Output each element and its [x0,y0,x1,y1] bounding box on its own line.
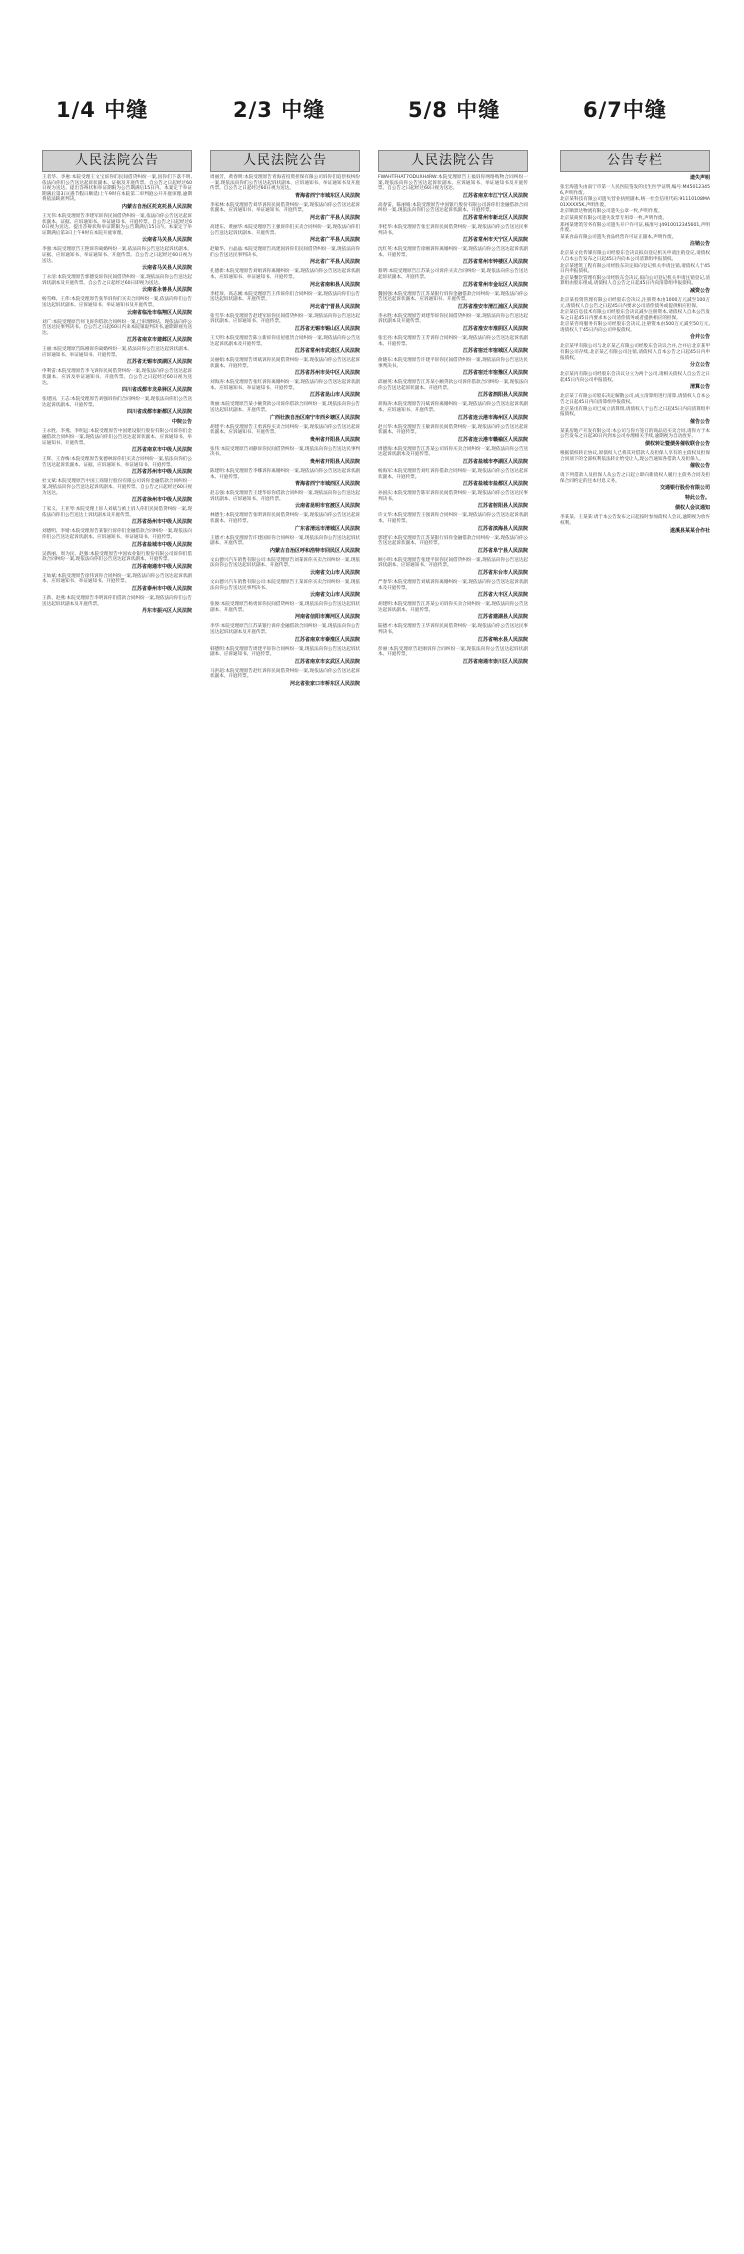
notice-signature: 江苏省建湖县人民法院 [477,614,528,621]
notice-signature: 江苏省南京市秦淮区人民法院 [294,636,360,643]
notice-signature: 江苏省昆山市人民法院 [309,392,360,399]
notice-text: 张宏亮:本院受理原告王芳诉你合同纠纷一案,现依法向你公告送达起诉状副本、开庭传票。 [378,335,528,347]
notice-signature: 江苏省宿迁市宿豫区人民法院 [462,370,528,377]
notice-text: 李某某、王某某:请于本公告发布之日起按时参加债权人会议,逾期视为放弃权利。 [560,515,710,526]
notice-text: 许文华:本院受理原告王强诉你合同纠纷一案,现依法向你公告送达起诉状副本、开庭传票。 [378,513,528,524]
notice-text: 李桂华:本院受理原告张宏诉你民间借贷纠纷一案,现依法向你公告送达民事判决书。 [378,224,528,236]
notice-signature: 江苏省泗阳县人民法院 [477,392,528,399]
notice-signature: 催收公告 [689,463,710,470]
notice-text: 杨海军:本院受理原告刘红诉你借款合同纠纷一案,现依法向你公告送达起诉状副本、开庭传票。 [378,469,528,480]
notice-text: 魏国强:本院受理原告江苏某银行诉你金融借款合同纠纷一案,现依法向你公告送达起诉状副本、应诉通知书、开庭传票。 [378,291,528,303]
notice-signature: 广东省清远市清城区人民法院 [294,525,360,532]
fold-label-6-7: 6/7中缝 [583,98,667,122]
notice-signature: 河北省广平县人民法院 [309,237,360,244]
notice-signature: 江苏省盐城市盐都区人民法院 [462,481,528,488]
notice-signature: 江苏省东台市人民法院 [477,569,528,576]
notice-text: 胡建明:本院受理原告江苏某公司诉你买卖合同纠纷一案,现依法向你公告送达起诉状副本、开庭传票。 [378,602,528,613]
notice-signature: 江苏省常州市钟楼区人民法院 [462,259,528,266]
notice-text: 赵志强:本院受理原告王建华诉你借款合同纠纷一案,现依法向你公告送达起诉状副本、应诉通知书、开庭传票。 [210,491,360,502]
notice-signature: 江苏省滨海县人民法院 [477,525,528,532]
notice-text: 北京某戊有限公司已成立清算组,请债权人于公告之日起45日内向清算组申报债权。 [560,406,710,418]
column-4 [560,150,710,2235]
notice-text: 王丽:本院受理原告陈刚诉你离婚纠纷一案,依法向你公告送达起诉状副本、应诉通知书、举证通知书、开庭传票。 [42,347,192,358]
notice-signature: 云南省马关县人民法院 [141,237,192,244]
notice-text: 严春华:本院受理原告刘斌诉你离婚纠纷一案,现依法向你公告送达起诉状副本及开庭传票。 [378,579,528,591]
notice-signature: 清算公告 [689,384,710,391]
notice-signature: 江苏省无锡市滨湖区人民法院 [126,359,192,366]
notice-text: 根据债权转让协议,原债权人已将其对借款人及担保人享有的主债权及担保合同项下的全部权利依法转让给受让人,现公告通知各借款人及担保人。 [560,451,710,462]
notice-signature: 青海省西宁市城东区人民法院 [294,192,360,199]
notice-text: 刘广:本院受理原告何飞诉你借款合同纠纷一案,已审理终结。现依法向你公告送达民事判决书。自公告之日起60日内来本院领取判决书,逾期即视为送达。 [42,319,192,336]
notice-text: 郭建军:本院受理原告江苏某银行诉你金融借款合同纠纷一案,现依法向你公告送达起诉状副本、开庭传票。 [378,535,528,547]
notice-text: 王灿斌:本院受理原告徐伟诉你合同纠纷一案,现依法向你公告送达起诉状副本、应诉通知书、举证通知书、开庭传票。 [42,573,192,585]
notice-signature: 河北省广平县人民法院 [309,259,360,266]
notice-text: 王光伟:本院受理原告李建军诉你民间借贷纠纷一案,依法向你公告送达起诉状副本、证据、应诉通知书、举证通知书、开庭传票。自公告之日起经过60日视为送达。提出答辩状和举证期限为公告期满后15日内。本案定于举证期满后第3日上午9时在本院开庭审理。 [42,213,192,236]
notice-text: 李桂珍、高志刚:本院受理原告王伟诉你们合同纠纷一案,现依法向你们公告送达起诉状副本、开庭传票。 [210,291,360,303]
notice-text: 沈红英:本院受理原告徐刚诉你离婚纠纷一案,现依法向你公告送达起诉状副本、开庭传票。 [378,247,528,258]
notice-signature: 江苏省常州市武进区人民法院 [294,348,360,355]
column-3 [378,150,528,2235]
notice-text: 某某房地产开发有限公司:本公司与你方签订的商品房买卖合同,请你方于本公告发布之日起30日内到本公司办理相关手续,逾期视为自动放弃。 [560,428,710,440]
notice-text: 俞晓东:本院受理原告许建平诉你民间借贷纠纷一案,现依法向你公告送达民事判决书。 [378,358,528,369]
notice-signature: 江苏省南京市中级人民法院 [131,447,192,454]
notice-signature: 减资公告 [689,287,710,294]
notice-text: 北京顺景达物流有限公司遗失公章一枚,声明作废。 [560,209,663,215]
notice-signature: 广西壮族自治区南宁市西乡塘区人民法院 [269,414,360,421]
column-2-body [210,172,360,688]
notice-signature: 分立公告 [689,362,710,369]
notice-text: 吴丽娟:本院受理原告周斌诉你民间借贷纠纷一案,现依法向你公告送达起诉状副本、开庭传票。 [210,358,360,369]
notice-signature: 河北省南和县人民法院 [309,281,360,288]
notice-signature: 催告公告 [689,418,710,425]
notice-text: 邱丽英:本院受理原告江苏某小额贷款公司诉你借款合同纠纷一案,现依法向你公告送达起诉状副本、开庭传票。 [378,380,528,391]
notice-signature: 河南省信阳市浉河区人民法院 [294,614,360,621]
notice-signature: 江苏省南通市中级人民法院 [131,563,192,570]
notice-text: 马洪超:本院受理原告赵红诉你民间借贷纠纷一案,现依法向你公告送达起诉状副本、开庭传票。 [210,668,360,680]
notice-text: 张雪华:本院受理原告赵建军诉你民间借贷纠纷一案,现依法向你公告送达起诉状副本、应诉通知书、开庭传票。 [210,313,360,325]
notice-signature: 江苏省大丰区人民法院 [477,592,528,599]
notice-signature: 江苏省淮安市淮阴区人民法院 [462,325,528,332]
notice-signature: 江苏省阜宁县人民法院 [477,547,528,554]
notice-signature: 交通银行股份有限公司 [659,485,710,492]
notice-signature: 江苏省泰州市中级人民法院 [131,585,192,592]
notice-signature: 云南省昆明市官渡区人民法院 [294,503,360,510]
notice-signature: 云南省永善县人民法院 [141,287,192,294]
notice-text: 李华:本院受理原告江苏某银行诉你金融借款合同纠纷一案,现依法向你公告送达起诉状副本及开庭传票。 [210,624,360,635]
notice-signature: 四川省成都市龙泉驿区人民法院 [121,387,192,394]
notice-text: 顾小明:本院受理原告张建平诉你民间借贷纠纷一案,现依法向你公告送达起诉状副本、应诉通知书、开庭传票。 [378,557,528,569]
notice-text: 李家林:本院受理原告刘华诉你民间借贷纠纷一案,现依法向你公告送达起诉状副本、应诉通知书、举证通知书、开庭传票。 [210,202,360,214]
notice-signature: 江苏省扬州市中级人民法院 [131,519,192,526]
notice-signature: 江苏省常州市新北区人民法院 [462,214,528,221]
notice-text: 张伟:本院受理原告刘静诉你民间借贷纠纷一案,现依法向你公告送达民事判决书。 [210,446,360,458]
notice-text: 韩德明:本院受理原告周建平诉你合同纠纷一案,现依法向你公告送达起诉状副本、应诉通知书、开庭传票。 [210,646,360,658]
column-4-header: 公告专栏 [560,150,710,172]
notice-text: 王者华、李惠:本院受理王文宝诉你们民间借贷纠纷一案,因你们下落不明,依法向你们公告送达起诉状副本、证据及开庭传票。自公告之日起经过60日视为送达。提出答辩状和举证期限为公告期满后15日内。本案定于举证期满后第3日(遇节假日顺延)上午9时在本院第二审判庭公开开庭审理,逾期将依法缺席判决。 [42,175,192,203]
notice-signature: 江苏省常州市天宁区人民法院 [462,237,528,244]
notice-signature: 债权转让暨债务催收联合公告 [644,441,710,447]
notice-text: 孙国庆:本院受理原告陈军诉你民间借贷纠纷一案,现依法向你公告送达民事判决书。 [378,491,528,502]
notice-signature: 丹东市振兴区人民法院 [141,608,192,615]
notice-signature: 特此公告。 [684,495,710,502]
notice-text: 王德才:本院受理原告许建国诉你合同纠纷一案,现依法向你公告送达起诉状副本、开庭传票。 [210,535,360,547]
notice-signature: 云南省马关县人民法院 [141,265,192,272]
notice-text: 周丽芳、黄春明:本院受理原告青海省投资担保有限公司诉你们追偿权纠纷一案,现依法向你们公告送达起诉状副本、应诉通知书、举证通知书及开庭传票。自公告之日起经过60日视为送达。 [210,175,360,192]
notice-signature: 四川省成都市新都区人民法院 [126,409,192,416]
notice-text: 王天明:本院受理原告陈立新诉你房屋租赁合同纠纷一案,现依法向你公告送达起诉状副本及开庭传票。 [210,335,360,347]
notice-text: 北京某丁有限公司股东决定解散公司,成立清算组进行清算,请债权人自本公告之日起45日内向清算组申报债权。 [560,394,710,406]
column-4-body [560,172,710,535]
notice-signature: 河北省张家口市桥东区人民法院 [289,680,360,687]
notice-text: 刘海涛:本院受理原告张红诉你离婚纠纷一案,现依法向你公告送达起诉状副本、应诉通知书、举证通知书、开庭传票。 [210,380,360,391]
notice-text: 某某食品有限公司遗失食品经营许可证正副本,声明作废。 [560,234,677,240]
notice-text: 北京某餐饮管理有限公司经股东会决议,拟向公司登记机关申请注销登记,清算组由股东组成,请债权人自公告之日起45日内向清算组申报债权。 [560,275,710,287]
notice-text: 陈建明:本院受理原告李娜诉你离婚纠纷一案,现依法向你公告送达起诉状副本、开庭传票。 [210,469,360,480]
column-1 [42,150,192,2235]
notice-signature: 江苏省南通市崇川区人民法院 [462,658,528,665]
notice-signature: 江苏省淮安市清江浦区人民法院 [457,303,528,310]
column-1-body [42,172,192,615]
notice-text: 北京某信息技术有限公司经股东会决议减少注册资本,请债权人自本公告发布之日起45日内要求本公司清偿债务或者提供相应的担保。 [560,310,710,321]
notice-signature: 江苏省射阳县人民法院 [477,503,528,510]
notice-text: 王辉、王春梅:本院受理原告张德林诉你们买卖合同纠纷一案,依法向你们公告送达起诉状副本、证据、应诉通知书、举证通知书、开庭传票。 [42,457,192,468]
notice-text: 杨雪峰、王伟:本院受理原告张华诉你们买卖合同纠纷一案,依法向你们公告送达起诉状副本、应诉通知书、举证通知书及开庭传票。 [42,297,192,308]
notice-signature: 江苏省苏州市中级人民法院 [131,469,192,476]
notice-signature: 江苏省常州市金坛区人民法院 [462,281,528,288]
notice-text: 郑州某建筑劳务有限公司遗失开户许可证,核准号:J4910012345601,声明作废。 [560,222,710,234]
notice-signature: 云南省临沧市临翔区人民法院 [126,309,192,316]
notice-signature: 江苏省南京市玄武区人民法院 [294,658,360,665]
fold-label-1-4: 1/4 中缝 [56,98,149,122]
notice-text: 蒋海涛:本院受理原告冯斌诉你离婚纠纷一案,现依法向你公告送达起诉状副本、应诉通知书、开庭传票。 [378,402,528,414]
notice-text: 黄丽:本院受理原告某小额贷款公司诉你借款合同纠纷一案,现依法向你公告送达起诉状副本、开庭传票。 [210,402,360,414]
notice-signature: 合并公告 [689,334,710,341]
notice-text: 申利雷:本院受理原告李飞诉你民间借贷纠纷一案,现依法向你公告送达起诉状副本、应诉及举证通知书、开庭传票。自公告之日起经过60日视为送达。 [42,369,192,386]
notice-signature: 遂溪县某某合作社 [669,527,710,534]
notice-text: 北京某咨询服务有限公司经股东会决议,注册资本由500万元减至50万元,请债权人于45日内向公司申报债权。 [560,322,710,333]
column-3-body [378,172,528,666]
notice-signature: 江苏省盐城市亭湖区人民法院 [462,459,528,466]
notice-text: 高建东、黄丽华:本院受理原告王强诉你们买卖合同纠纷一案,现依法向你们公告送达起诉状副本、开庭传票。 [210,224,360,236]
notice-text: 陆德才:本院受理原告王华诉你民间借贷纠纷一案,现依法向你公告送达民事判决书。 [378,624,528,635]
notice-text: 刘德明、李婧:本院受理原告某银行诉你们金融借款合同纠纷一案,现依法向你们公告送达起诉状副本、应诉通知书、举证通知书、开庭传票。 [42,529,192,540]
column-2 [210,150,360,2235]
notice-text: 周德海:本院受理原告江苏某公司诉你买卖合同纠纷一案,现依法向你公告送达起诉状副本及开庭传票。 [378,446,528,458]
notice-signature: 江苏省连云港市海州区人民法院 [457,414,528,421]
notice-text: 北京某文化传媒有限公司经股东会决议拟向登记机关申请注销登记,请债权人自本公告发布之日起45日内向本公司清算组申报债权。 [560,251,710,262]
notice-text: 赵兴华:本院受理原告王敏诉你民间借贷纠纷一案,现依法向你公告送达起诉状副本、开庭传票。 [378,424,528,436]
notice-signature: 云南省文山市人民法院 [309,569,360,576]
notice-signature: 江苏省连云港市赣榆区人民法院 [457,436,528,443]
notice-text: 高春雷、陈丽娟:本院受理原告中国银行股份有限公司诉你们金融借款合同纠纷一案,现依法向你们公告送达起诉状副本、开庭传票。 [378,202,528,214]
notice-signature: 贵州省开阳县人民法院 [309,436,360,443]
notice-text: 蔡明:本院受理原告江苏某公司诉你买卖合同纠纷一案,现依法向你公告送达起诉状副本、开庭传票。 [378,269,528,280]
notice-signature: 江苏省宿迁市宿城区人民法院 [462,348,528,355]
notice-text: 张俊:本院受理原告杨勇诉你民间借贷纠纷一案,现依法向你公告送达起诉状副本、开庭传票。 [210,602,360,613]
notice-text: 李强:本院受理原告王艳诉你离婚纠纷一案,依法向你公告送达起诉状副本、证据、应诉通知书、举证通知书、开庭传票。自公告之日起经过60日视为送达。 [42,247,192,264]
column-2-header: 人民法院公告 [210,150,360,172]
column-3-header: 人民法院公告 [378,150,528,172]
fold-label-2-3: 2/3 中缝 [233,98,326,122]
notice-text: 李永胜:本院受理原告刘建华诉你民间借贷纠纷一案,现依法向你公告送达起诉状副本及开庭传票。 [378,313,528,325]
notice-text: 彭丽:本院受理原告赵刚诉你合同纠纷一案,现依法向你公告送达起诉状副本、开庭传票。 [378,646,528,658]
notice-text: 胡建平:本院受理原告王勇诉你买卖合同纠纷一案,现依法向你公告送达起诉状副本、应诉通知书、开庭传票。 [210,424,360,436]
notice-text: 张建国、王志:本院受理原告刘强诉你们合同纠纷一案,现依法向你们公告送达起诉状副本、开庭传票。 [42,397,192,408]
notice-text: 北京某建筑工程有限公司经股东决定拟向登记机关申请注销,请债权人于45日内申报债权。 [560,263,710,275]
notice-signature: 贵州省开阳县人民法院 [309,459,360,466]
notice-text: 王永胜、李燕、李明远:本院受理原告中国建设银行股份有限公司诉你们金融借款合同纠纷一案,现依法向你们公告送达起诉状副本、应诉通知书、举证通知书、开庭传票。 [42,429,192,446]
notice-signature: 债权人会议通知 [674,505,710,512]
notice-signature: 江苏省南京市建邺区人民法院 [126,337,192,344]
notice-text: 孔德新:本院受理原告刘娟诉你离婚纠纷一案,现依法向你公告送达起诉状副本、应诉通知书、举证通知书、开庭传票。 [210,269,360,280]
notice-text: 丁永清:本院受理原告郭德发诉你民间借贷纠纷一案,现依法向你公告送达起诉状副本及开庭传票。自公告之日起经过60日即视为送达。 [42,275,192,286]
notice-signature: 内蒙古自治区托克托县人民法院 [121,203,192,210]
notice-signature: 青海省西宁市城西区人民法院 [294,481,360,488]
fold-label-5-8: 5/8 中缝 [408,98,501,122]
notice-signature: 内蒙古自治区呼和浩特市回民区人民法院 [269,547,360,554]
notice-signature: 河北省广平县人民法院 [309,214,360,221]
notice-text: 张宏海遗失由南宁市第一人民医院签发的出生医学证明,编号:M450123456,声明作废。 [560,185,710,196]
notice-signature: 河北省宁晋县人民法院 [309,303,360,310]
notice-signature: 江苏省盐城市中级人民法院 [131,541,192,548]
notice-text: 杜文斌:本院受理原告中国工商银行股份有限公司诉你金融借款合同纠纷一案,现依法向你公告送达起诉状副本、开庭传票。自公告之日起经过60日视为送达。 [42,479,192,496]
notice-text: 林德生:本院受理原告张明诉你民间借贷纠纷一案,现依法向你公告送达起诉状副本、开庭传票。 [210,513,360,524]
notice-signature: 遗失声明 [689,175,710,181]
notice-text: FWAHTFHAT7ODUXH4RW:本院受理原告王福诉你网络购物合同纠纷一案,现依法向你公告送达起诉状副本、应诉通知书、举证通知书及开庭传票。自公告之日起经过60日视为送达。 [378,175,528,192]
notice-signature: 中院公告 [171,419,192,426]
notice-text: 王新、赵燕:本院受理原告李明诉你们借款合同纠纷一案,现依法向你们公告送达起诉状副本及开庭传票。 [42,595,192,607]
notice-signature: 江苏省南京市江宁区人民法院 [462,192,528,199]
notice-text: 北京某商贸有限公司遗失发票专用章一枚,声明作废。 [560,215,668,221]
notice-signature: 江苏省响水县人民法院 [477,636,528,643]
notice-signature: 江苏省徐州市中级人民法院 [131,497,192,504]
notice-text: 北京某科技有限公司遗失营业执照副本,统一社会信用代码:91110108MA01XXXX5K,声明作废。 [560,197,710,208]
column-1-header: 人民法院公告 [42,150,192,172]
notice-signature: 云南省文山市人民法院 [309,592,360,599]
notice-text: 北京某丙有限公司经股东会决议分立为两个公司,请相关债权人自公告之日起45日内向公司申报债权。 [560,372,710,383]
notice-text: 北京某甲有限公司与北京某乙有限公司经股东会决议合并,合并后北京某甲有限公司存续,北京某乙有限公司注销,请债权人自本公告之日起45日内申报债权。 [560,344,710,361]
notice-text: 文山德兴汽车销售有限公司:本院受理原告王某诉你买卖合同纠纷一案,现依法向你公告送达民事判决书。 [210,579,360,591]
notice-signature: 注销公告 [689,241,710,248]
notice-text: 请下列借款人及担保人从公告之日起立即向新债权人履行主债务合同及担保合同约定的还本付息义务。 [560,473,710,484]
notice-signature: 江苏省无锡市锡山区人民法院 [294,325,360,332]
notice-text: 文山德兴汽车销售有限公司:本院受理原告刘某诉你买卖合同纠纷一案,现依法向你公告送达起诉状副本、开庭传票。 [210,557,360,569]
notice-text: 赵敏华、白晶晶:本院受理原告高建国诉你们民间借贷纠纷一案,现依法向你们公告送达民事判决书。 [210,247,360,258]
notice-text: 丁家义、王亚琴:本院受理上诉人刘斌与被上诉人你们民间借贷纠纷一案,现依法向你们公告送达上诉状副本及开庭传票。 [42,507,192,518]
notice-text: 北京某投资管理有限公司经股东会决议,注册资本由1000万元减至100万元,请债权人自公告之日起45日内要求公司清偿债务或提供相应担保。 [560,297,710,309]
notice-signature: 江苏省苏州市吴中区人民法院 [294,370,360,377]
notice-text: 吴新丽、周为民、赵强:本院受理原告中国农业银行股份有限公司诉你们借款合同纠纷一案,现依法向你们公告送达起诉状副本、开庭传票。 [42,551,192,563]
